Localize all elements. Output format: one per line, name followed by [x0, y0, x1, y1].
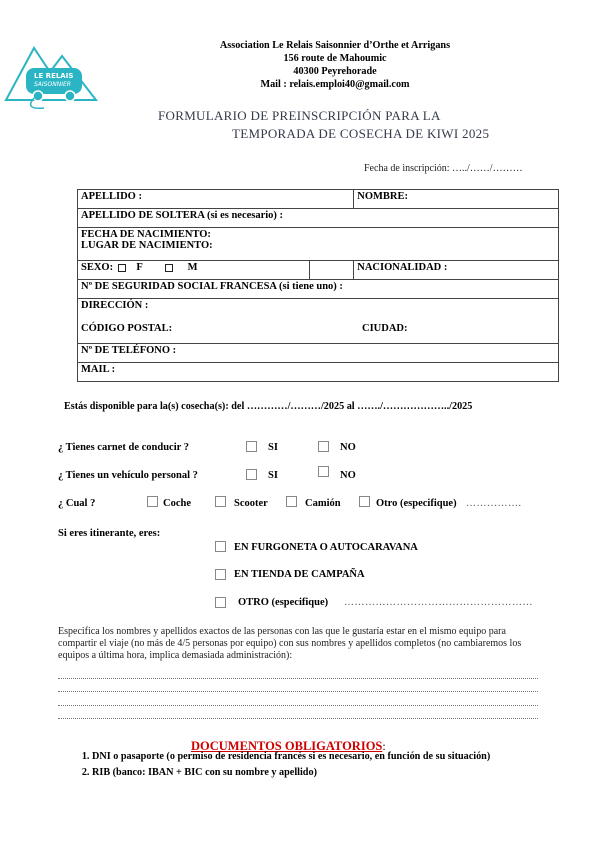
otro2-label: OTRO (especifique) — [238, 597, 329, 608]
furgoneta-label: EN FURGONETA O AUTOCARAVANA — [234, 542, 418, 553]
mail-field[interactable] — [78, 363, 559, 382]
availability-line[interactable]: Estás disponible para la(s) cosecha(s): del …………/………/2025 al ……./………………../2025 — [64, 401, 473, 412]
sexo-f-checkbox[interactable] — [118, 264, 126, 272]
team-line-1[interactable] — [58, 677, 538, 679]
carnet-si-checkbox[interactable] — [246, 441, 257, 452]
vehiculo-si-checkbox[interactable] — [246, 469, 257, 480]
furgoneta-checkbox[interactable] — [215, 541, 226, 552]
documents-list — [54, 751, 562, 779]
lugar-nacimiento-label: LUGAR DE NACIMIENTO: — [81, 240, 213, 251]
registration-date[interactable]: Fecha de inscripción: …../……/……… — [364, 163, 523, 174]
document-item: 1. DNI o pasaporte (o permiso de residencia francés si es necesario, en función de su situación) — [92, 751, 562, 764]
camion-checkbox[interactable] — [286, 496, 297, 507]
itinerante-question: Si eres itinerante, eres: — [58, 528, 161, 539]
form-title-line1: FORMULARIO DE PREINSCRIPCIÓN PARA LA — [158, 108, 441, 123]
camion-label: Camión — [305, 498, 341, 509]
vehiculo-question: ¿ Tienes un vehículo personal ? — [58, 470, 198, 481]
fecha-nacimiento-label: FECHA DE NACIMIENTO: — [81, 229, 211, 240]
codigo-postal-label: CÓDIGO POSTAL: — [81, 323, 173, 334]
nacionalidad-label: NACIONALIDAD : — [357, 262, 448, 273]
header-city: 40300 Peyrehorade — [293, 66, 377, 77]
header-mail: Mail : relais.emploi40@gmail.com — [260, 79, 410, 90]
scooter-checkbox[interactable] — [215, 496, 226, 507]
seguridad-social-field[interactable] — [78, 280, 559, 299]
apellido-soltera-label: APELLIDO DE SOLTERA (si es necesario) : — [81, 210, 284, 221]
vehiculo-no-checkbox[interactable] — [318, 466, 329, 477]
sexo-m-checkbox[interactable] — [165, 264, 173, 272]
scooter-label: Scooter — [234, 498, 268, 509]
document-item: 2. RIB (banco: IBAN + BIC con su nombre y apellido) — [92, 767, 562, 780]
tienda-label: EN TIENDA DE CAMPAÑA — [234, 569, 365, 580]
telefono-field[interactable] — [78, 344, 559, 363]
mail-label: MAIL : — [81, 364, 116, 375]
ciudad-label: CIUDAD: — [362, 323, 408, 334]
team-line-2[interactable] — [58, 690, 538, 692]
coche-label: Coche — [163, 498, 191, 509]
nombre-label: NOMBRE: — [357, 191, 408, 202]
birth-field[interactable] — [78, 228, 559, 261]
otro2-checkbox[interactable] — [215, 597, 226, 608]
sexo-f-label: F — [136, 262, 143, 273]
team-line-4[interactable] — [58, 717, 538, 719]
carnet-no-checkbox[interactable] — [318, 441, 329, 452]
sexo-m-label: M — [187, 262, 198, 273]
otro-dots[interactable]: ……………. — [466, 498, 522, 509]
sexo-label: SEXO: — [81, 262, 114, 273]
documents-title: DOCUMENTOS OBLIGATORIOS — [191, 739, 383, 753]
header-name: Association Le Relais Saisonnier d’Orthe et Arrigans — [219, 40, 451, 51]
documents-colon: : — [382, 739, 386, 753]
vehiculo-no-label: NO — [340, 470, 356, 481]
sexo-spacer — [310, 261, 354, 280]
tienda-checkbox[interactable] — [215, 569, 226, 580]
direccion-label: DIRECCIÓN : — [81, 300, 149, 311]
carnet-question: ¿ Tienes carnet de conducir ? — [58, 442, 189, 453]
logo-text-2: SAISONNIER — [34, 81, 71, 88]
logo — [4, 38, 100, 110]
carnet-si-label: SI — [268, 442, 278, 453]
form-title-line2: TEMPORADA DE COSECHA DE KIWI 2025 — [232, 126, 490, 141]
otro2-dots[interactable]: ……………………………………………… — [344, 597, 533, 608]
vehiculo-si-label: SI — [268, 470, 278, 481]
seguridad-social-label: Nº DE SEGURIDAD SOCIAL FRANCESA (si tiene uno) : — [81, 281, 343, 292]
nacionalidad-field[interactable] — [354, 261, 559, 280]
otro-label: Otro (especifique) — [376, 498, 457, 509]
logo-text-1: LE RELAIS — [34, 72, 74, 80]
sexo-field — [78, 261, 310, 280]
direccion-field[interactable] — [78, 299, 559, 344]
cual-question: ¿ Cual ? — [58, 498, 96, 509]
apellido-soltera-field[interactable] — [78, 209, 559, 228]
coche-checkbox[interactable] — [147, 496, 158, 507]
apellido-field[interactable] — [78, 190, 354, 209]
apellido-label: APELLIDO : — [81, 191, 142, 202]
carnet-no-label: NO — [340, 442, 356, 453]
team-line-3[interactable] — [58, 704, 538, 706]
otro-checkbox[interactable] — [359, 496, 370, 507]
team-instructions: Especifica los nombres y apellidos exactos de las personas con las que le gustaría estar en el mismo equipo para compartir el viaje (no más de 4/5 personas por equipo) con sus nombres y apellidos completos (no cambiaremos los equipos a última hora, implica demasiada administración): — [58, 626, 522, 661]
telefono-label: Nº DE TELÉFONO : — [81, 345, 177, 356]
association-header — [160, 39, 510, 91]
header-address: 156 route de Mahoumic — [283, 53, 387, 64]
personal-data-table — [77, 189, 559, 382]
nombre-field[interactable] — [354, 190, 559, 209]
